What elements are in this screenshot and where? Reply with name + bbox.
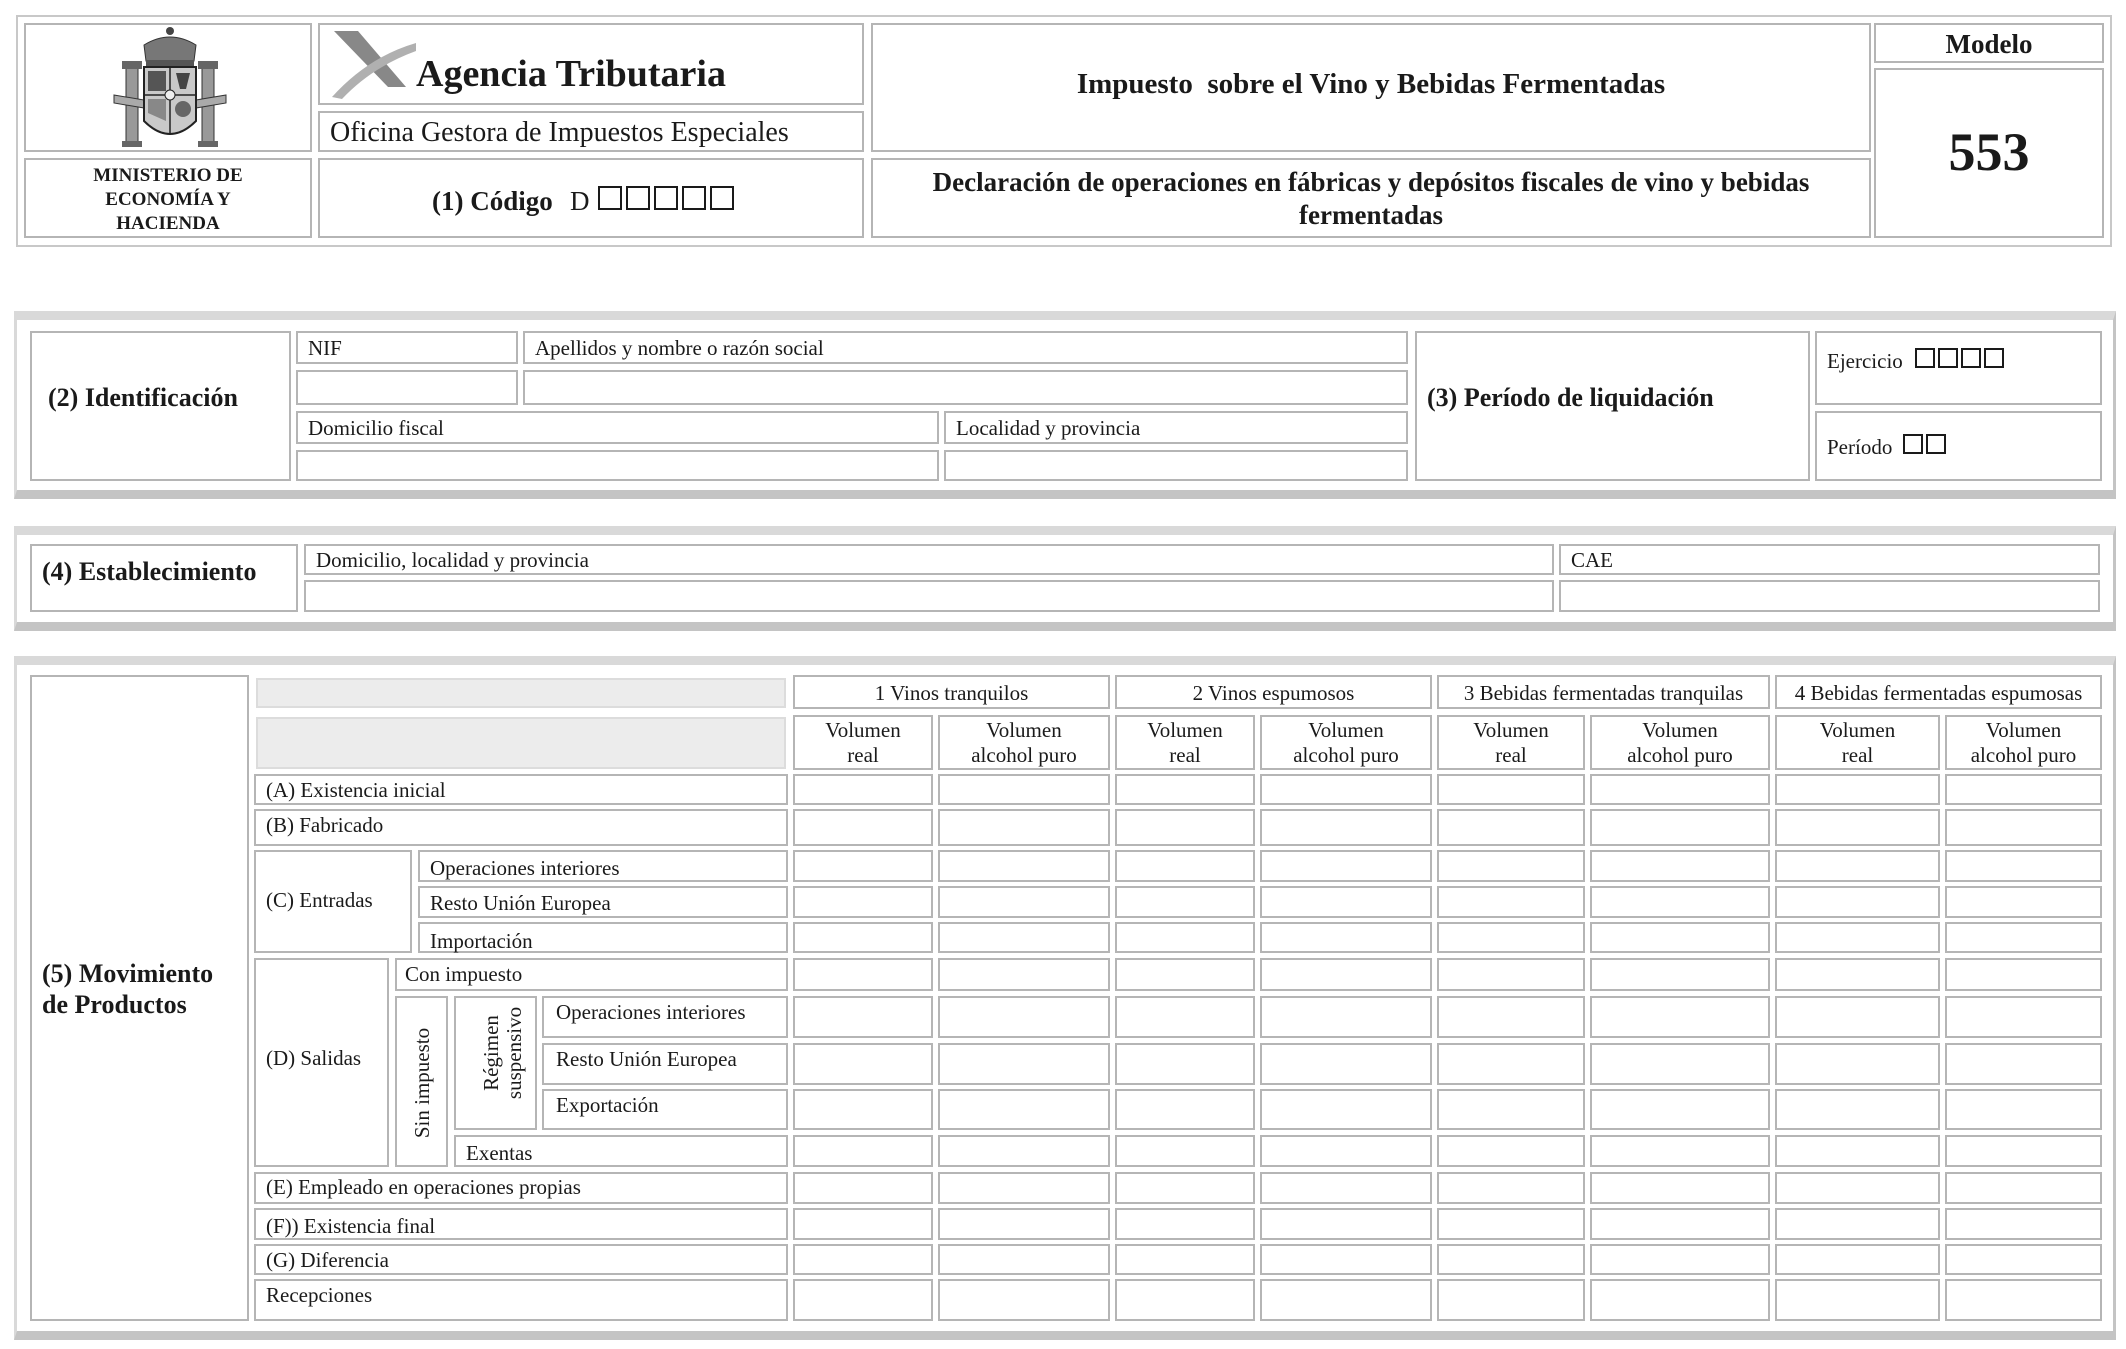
year-cell (1815, 331, 2102, 405)
cell-d2-vinos-espumosos-real[interactable] (1115, 1043, 1255, 1085)
est-address-input[interactable] (304, 580, 1554, 612)
cell-f-vinos-espumosos-real[interactable] (1115, 1208, 1255, 1240)
row-c1-label: Operaciones interiores (418, 850, 788, 882)
cell-d-exentas-bebidas-espumosas-pure[interactable] (1945, 1135, 2102, 1167)
cae-input[interactable] (1559, 580, 2100, 612)
cell-g-vinos-tranquilos-pure[interactable] (938, 1244, 1110, 1275)
code-prefix: D (570, 186, 590, 216)
cell-f-bebidas-espumosas-pure[interactable] (1945, 1208, 2102, 1240)
model-label: Modelo (1945, 29, 2033, 59)
declaration-title-cell (871, 158, 1871, 238)
cell-a-vinos-tranquilos-real[interactable] (793, 774, 933, 805)
cell-d-con-vinos-espumosos-real[interactable] (1115, 958, 1255, 991)
cell-c1-bebidas-tranquilas-real[interactable] (1437, 850, 1585, 882)
row-recepciones-label: Recepciones (254, 1279, 788, 1321)
cell-c1-bebidas-tranquilas-pure[interactable] (1590, 850, 1770, 882)
subheader-bebidas-tranquilas-pure: Volumen alcohol puro (1590, 715, 1770, 770)
cell-g-vinos-tranquilos-real[interactable] (793, 1244, 933, 1275)
cell-b-vinos-tranquilos-real[interactable] (793, 809, 933, 846)
cell-d-con-bebidas-tranquilas-pure[interactable] (1590, 958, 1770, 991)
cell-f-vinos-tranquilos-pure[interactable] (938, 1208, 1110, 1240)
cell-d1-bebidas-tranquilas-real[interactable] (1437, 996, 1585, 1038)
period-label-cell (1415, 331, 1810, 481)
cell-b-bebidas-tranquilas-real[interactable] (1437, 809, 1585, 846)
cell-c3-bebidas-espumosas-real[interactable] (1775, 922, 1940, 953)
col-header-vinos-tranquilos: 1 Vinos tranquilos (793, 675, 1110, 709)
nif-label: NIF (308, 336, 342, 360)
row-a-label: (A) Existencia inicial (254, 774, 788, 805)
movement-label-line-2: de Productos (42, 990, 187, 1019)
row-c-group: (C) Entradas (254, 850, 412, 953)
cell-d-exentas-bebidas-tranquilas-real[interactable] (1437, 1135, 1585, 1167)
cell-c3-vinos-espumosos-pure[interactable] (1260, 922, 1432, 953)
declaration-title: Declaración de operaciones en fábricas y depósitos fiscales de vino y bebidas fermentadas (932, 167, 1810, 230)
code-input-boxes[interactable] (598, 186, 738, 211)
cell-c3-bebidas-tranquilas-real[interactable] (1437, 922, 1585, 953)
cell-d-exentas-bebidas-espumosas-real[interactable] (1775, 1135, 1940, 1167)
model-number-cell (1874, 68, 2104, 238)
subheader-vinos-tranquilos-real: Volumen real (793, 715, 933, 770)
cell-d2-vinos-tranquilos-pure[interactable] (938, 1043, 1110, 1085)
code-cell (318, 158, 864, 238)
cell-c2-bebidas-espumosas-pure[interactable] (1945, 886, 2102, 918)
tax-title: Impuesto sobre el Vino y Bebidas Fermentadas (1076, 68, 1666, 100)
cell-c2-vinos-tranquilos-real[interactable] (793, 886, 933, 918)
cell-d1-bebidas-tranquilas-pure[interactable] (1590, 996, 1770, 1038)
model-number: 553 (1948, 122, 2030, 182)
cell-d-exentas-vinos-espumosos-real[interactable] (1115, 1135, 1255, 1167)
ministry-line-1: MINISTERIO DE (93, 165, 243, 186)
col-header-bebidas-tranquilas: 3 Bebidas fermentadas tranquilas (1437, 675, 1770, 709)
row-b-label: (B) Fabricado (254, 809, 788, 846)
cell-d-con-bebidas-espumosas-pure[interactable] (1945, 958, 2102, 991)
cell-d3-bebidas-tranquilas-pure[interactable] (1590, 1089, 1770, 1130)
name-label-cell (523, 331, 1408, 364)
code-label: (1) Código (432, 186, 553, 216)
identification-label-cell (30, 331, 291, 481)
year-input-boxes[interactable] (1915, 348, 2007, 370)
cell-c2-vinos-tranquilos-pure[interactable] (938, 886, 1110, 918)
subheader-vinos-espumosos-real: Volumen real (1115, 715, 1255, 770)
cell-d2-bebidas-tranquilas-real[interactable] (1437, 1043, 1585, 1085)
cell-c2-vinos-espumosos-pure[interactable] (1260, 886, 1432, 918)
row-g-label: (G) Diferencia (254, 1244, 788, 1275)
row-d-reg-group: Régimen suspensivo (454, 996, 537, 1130)
cell-c3-bebidas-tranquilas-pure[interactable] (1590, 922, 1770, 953)
row-d-sin-group: Sin impuesto (395, 996, 448, 1167)
cae-label-cell (1559, 544, 2100, 575)
cell-d2-vinos-espumosos-pure[interactable] (1260, 1043, 1432, 1085)
cell-d-exentas-vinos-tranquilos-real[interactable] (793, 1135, 933, 1167)
cell-d3-bebidas-espumosas-real[interactable] (1775, 1089, 1940, 1130)
subheader-bebidas-tranquilas-real: Volumen real (1437, 715, 1585, 770)
cell-c1-vinos-tranquilos-real[interactable] (793, 850, 933, 882)
cell-d2-bebidas-espumosas-pure[interactable] (1945, 1043, 2102, 1085)
locality-label: Localidad y provincia (956, 416, 1141, 440)
cell-a-bebidas-espumosas-pure[interactable] (1945, 774, 2102, 805)
cell-d3-bebidas-espumosas-pure[interactable] (1945, 1089, 2102, 1130)
header-blank-1 (256, 678, 786, 708)
cell-d1-vinos-tranquilos-real[interactable] (793, 996, 933, 1038)
cell-d2-bebidas-espumosas-real[interactable] (1775, 1043, 1940, 1085)
cell-f-bebidas-tranquilas-real[interactable] (1437, 1208, 1585, 1240)
subheader-vinos-espumosos-pure: Volumen alcohol puro (1260, 715, 1432, 770)
cell-c1-vinos-espumosos-pure[interactable] (1260, 850, 1432, 882)
cell-e-bebidas-espumosas-real[interactable] (1775, 1172, 1940, 1204)
locality-input[interactable] (944, 450, 1408, 481)
agency-name: Agencia Tributaria (416, 53, 726, 95)
cell-b-bebidas-espumosas-real[interactable] (1775, 809, 1940, 846)
cell-e-vinos-espumosos-pure[interactable] (1260, 1172, 1432, 1204)
cell-g-bebidas-espumosas-real[interactable] (1775, 1244, 1940, 1275)
cell-f-bebidas-tranquilas-pure[interactable] (1590, 1208, 1770, 1240)
row-e-label: (E) Empleado en operaciones propias (254, 1172, 788, 1204)
cell-d-exentas-vinos-tranquilos-pure[interactable] (938, 1135, 1110, 1167)
cell-d2-bebidas-tranquilas-pure[interactable] (1590, 1043, 1770, 1085)
cell-a-vinos-tranquilos-pure[interactable] (938, 774, 1110, 805)
cell-c1-bebidas-espumosas-pure[interactable] (1945, 850, 2102, 882)
locality-label-cell (944, 411, 1408, 444)
cell-d3-vinos-espumosos-pure[interactable] (1260, 1089, 1432, 1130)
cell-c1-vinos-espumosos-real[interactable] (1115, 850, 1255, 882)
cell-e-vinos-espumosos-real[interactable] (1115, 1172, 1255, 1204)
tax-title-cell (871, 23, 1871, 152)
cell-e-vinos-tranquilos-pure[interactable] (938, 1172, 1110, 1204)
cell-d1-vinos-espumosos-pure[interactable] (1260, 996, 1432, 1038)
identification-label: (2) Identificación (48, 383, 238, 412)
cell-d3-vinos-espumosos-real[interactable] (1115, 1089, 1255, 1130)
agency-logo-cell (318, 23, 864, 105)
cell-recepciones-vinos-espumosos-real[interactable] (1115, 1279, 1255, 1321)
cell-d3-bebidas-tranquilas-real[interactable] (1437, 1089, 1585, 1130)
cell-recepciones-bebidas-espumosas-real[interactable] (1775, 1279, 1940, 1321)
cell-recepciones-bebidas-espumosas-pure[interactable] (1945, 1279, 2102, 1321)
cell-recepciones-vinos-tranquilos-real[interactable] (793, 1279, 933, 1321)
cell-b-vinos-espumosos-real[interactable] (1115, 809, 1255, 846)
address-input[interactable] (296, 450, 939, 481)
row-d-con-label: Con impuesto (395, 958, 788, 991)
ministry-line-3: HACIENDA (116, 213, 220, 234)
row-c3-label: Importación (418, 922, 788, 953)
row-d2-label: Resto Unión Europea (542, 1043, 788, 1085)
cell-d1-vinos-tranquilos-pure[interactable] (938, 996, 1110, 1038)
model-label-cell (1874, 23, 2104, 63)
cell-e-bebidas-tranquilas-real[interactable] (1437, 1172, 1585, 1204)
cell-d-con-vinos-tranquilos-pure[interactable] (938, 958, 1110, 991)
cell-d2-vinos-tranquilos-real[interactable] (793, 1043, 933, 1085)
period-label: Período (1827, 435, 1893, 459)
subheader-bebidas-espumosas-real: Volumen real (1775, 715, 1940, 770)
cell-b-vinos-tranquilos-pure[interactable] (938, 809, 1110, 846)
row-f-label: (F)) Existencia final (254, 1208, 788, 1240)
address-label: Domicilio fiscal (308, 416, 444, 440)
cae-label: CAE (1571, 548, 1613, 572)
cell-c2-bebidas-espumosas-real[interactable] (1775, 886, 1940, 918)
cell-e-bebidas-tranquilas-pure[interactable] (1590, 1172, 1770, 1204)
coat-of-arms-icon (26, 25, 314, 150)
establishment-label: (4) Establecimiento (42, 557, 257, 586)
cell-c1-bebidas-espumosas-real[interactable] (1775, 850, 1940, 882)
cell-c2-bebidas-tranquilas-real[interactable] (1437, 886, 1585, 918)
cell-a-bebidas-tranquilas-pure[interactable] (1590, 774, 1770, 805)
period-section-label: (3) Período de liquidación (1427, 383, 1714, 412)
cell-c3-vinos-espumosos-real[interactable] (1115, 922, 1255, 953)
cell-b-vinos-espumosos-pure[interactable] (1260, 809, 1432, 846)
ministry-cell (24, 158, 312, 238)
cell-d-con-vinos-tranquilos-real[interactable] (793, 958, 933, 991)
period-cell (1815, 411, 2102, 481)
cell-f-vinos-tranquilos-real[interactable] (793, 1208, 933, 1240)
cell-c3-vinos-tranquilos-pure[interactable] (938, 922, 1110, 953)
row-c2-label: Resto Unión Europea (418, 886, 788, 918)
col-header-vinos-espumosos: 2 Vinos espumosos (1115, 675, 1432, 709)
row-d-exentas-label: Exentas (454, 1135, 788, 1167)
cell-a-vinos-espumosos-real[interactable] (1115, 774, 1255, 805)
nif-label-cell (296, 331, 518, 364)
cell-c1-vinos-tranquilos-pure[interactable] (938, 850, 1110, 882)
cell-f-bebidas-espumosas-real[interactable] (1775, 1208, 1940, 1240)
agency-logo-icon (328, 27, 418, 103)
cell-a-bebidas-tranquilas-real[interactable] (1437, 774, 1585, 805)
cell-d-con-bebidas-tranquilas-real[interactable] (1437, 958, 1585, 991)
coat-of-arms-cell (24, 23, 312, 152)
period-input-boxes[interactable] (1903, 434, 1949, 456)
cell-d3-vinos-tranquilos-pure[interactable] (938, 1089, 1110, 1130)
name-label: Apellidos y nombre o razón social (535, 336, 824, 360)
est-address-label: Domicilio, localidad y provincia (316, 548, 589, 572)
cell-b-bebidas-espumosas-pure[interactable] (1945, 809, 2102, 846)
row-d3-label: Exportación (542, 1089, 788, 1130)
subheader-bebidas-espumosas-pure: Volumen alcohol puro (1945, 715, 2102, 770)
cell-d-con-vinos-espumosos-pure[interactable] (1260, 958, 1432, 991)
movement-label-cell (30, 675, 249, 1321)
cell-d-exentas-vinos-espumosos-pure[interactable] (1260, 1135, 1432, 1167)
cell-recepciones-bebidas-tranquilas-real[interactable] (1437, 1279, 1585, 1321)
cell-g-vinos-espumosos-real[interactable] (1115, 1244, 1255, 1275)
establishment-label-cell (30, 544, 298, 612)
establishment-band (14, 526, 2116, 631)
cell-recepciones-bebidas-tranquilas-pure[interactable] (1590, 1279, 1770, 1321)
cell-d3-vinos-tranquilos-real[interactable] (793, 1089, 933, 1130)
cell-a-bebidas-espumosas-real[interactable] (1775, 774, 1940, 805)
nif-input[interactable] (296, 370, 518, 405)
row-d-group: (D) Salidas (254, 958, 389, 1167)
office-cell (318, 111, 864, 152)
col-header-bebidas-espumosas: 4 Bebidas fermentadas espumosas (1775, 675, 2102, 709)
cell-recepciones-vinos-tranquilos-pure[interactable] (938, 1279, 1110, 1321)
cell-e-vinos-tranquilos-real[interactable] (793, 1172, 933, 1204)
cell-g-vinos-espumosos-pure[interactable] (1260, 1244, 1432, 1275)
cell-g-bebidas-tranquilas-real[interactable] (1437, 1244, 1585, 1275)
cell-a-vinos-espumosos-pure[interactable] (1260, 774, 1432, 805)
office-name: Oficina Gestora de Impuestos Especiales (330, 117, 789, 148)
cell-d1-bebidas-espumosas-real[interactable] (1775, 996, 1940, 1038)
ministry-line-2: ECONOMÍA Y (105, 189, 231, 210)
est-address-label-cell (304, 544, 1554, 575)
cell-f-vinos-espumosos-pure[interactable] (1260, 1208, 1432, 1240)
name-input[interactable] (523, 370, 1408, 405)
cell-c3-vinos-tranquilos-real[interactable] (793, 922, 933, 953)
header-blank-2 (256, 717, 786, 769)
cell-c2-bebidas-tranquilas-pure[interactable] (1590, 886, 1770, 918)
cell-c2-vinos-espumosos-real[interactable] (1115, 886, 1255, 918)
cell-d1-bebidas-espumosas-pure[interactable] (1945, 996, 2102, 1038)
cell-d-exentas-bebidas-tranquilas-pure[interactable] (1590, 1135, 1770, 1167)
cell-d-con-bebidas-espumosas-real[interactable] (1775, 958, 1940, 991)
cell-b-bebidas-tranquilas-pure[interactable] (1590, 809, 1770, 846)
cell-g-bebidas-tranquilas-pure[interactable] (1590, 1244, 1770, 1275)
cell-c3-bebidas-espumosas-pure[interactable] (1945, 922, 2102, 953)
year-label: Ejercicio (1827, 349, 1903, 373)
cell-e-bebidas-espumosas-pure[interactable] (1945, 1172, 2102, 1204)
cell-d1-vinos-espumosos-real[interactable] (1115, 996, 1255, 1038)
movement-label-line-1: (5) Movimiento (42, 959, 214, 988)
address-label-cell (296, 411, 939, 444)
cell-recepciones-vinos-espumosos-pure[interactable] (1260, 1279, 1432, 1321)
cell-g-bebidas-espumosas-pure[interactable] (1945, 1244, 2102, 1275)
row-d1-label: Operaciones interiores (542, 996, 788, 1038)
subheader-vinos-tranquilos-pure: Volumen alcohol puro (938, 715, 1110, 770)
